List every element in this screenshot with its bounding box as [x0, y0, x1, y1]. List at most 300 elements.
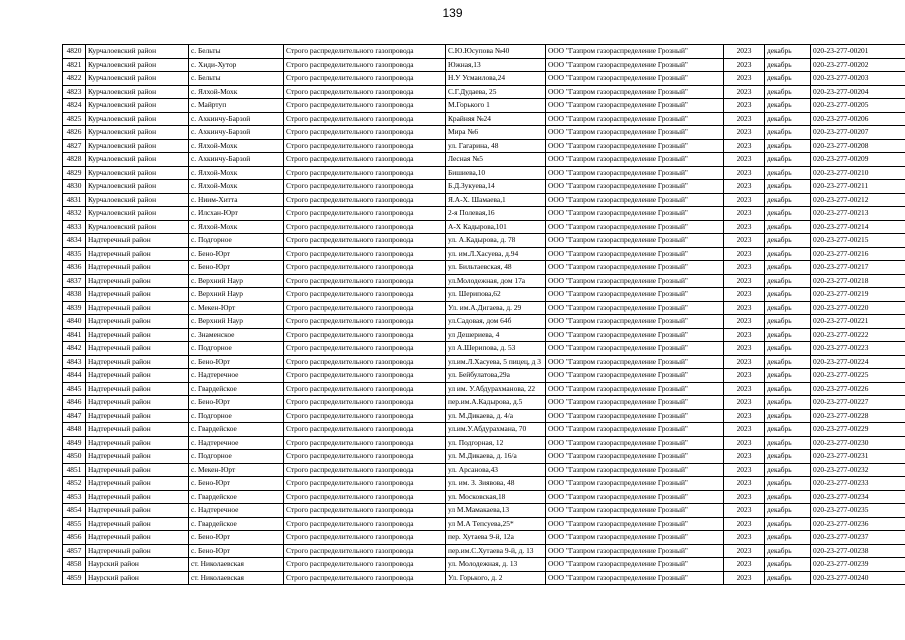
district-cell: Надтеречный район	[86, 355, 189, 369]
registry-code-cell: 020-23-277-00234	[811, 490, 905, 504]
address-cell: ул. Молодежная, д. 13	[446, 558, 546, 572]
row-number: 4830	[63, 180, 86, 194]
organization-cell: ООО "Газпром газораспределение Грозный"	[546, 342, 724, 356]
year-cell: 2023	[724, 288, 765, 302]
district-cell: Курчалоевский район	[86, 85, 189, 99]
month-cell: декабрь	[765, 301, 811, 315]
month-cell: декабрь	[765, 544, 811, 558]
row-number: 4842	[63, 342, 86, 356]
table-row	[63, 288, 905, 302]
settlement-cell: с. Верхний Наур	[189, 315, 284, 329]
settlement-cell: с. Гвардейское	[189, 382, 284, 396]
organization-cell: ООО "Газпром газораспределение Грозный"	[546, 477, 724, 491]
table-row	[63, 504, 905, 518]
work-type-cell: Строго распределительного газопровода	[284, 369, 446, 383]
address-cell: ул.им.Л.Хасуева, 5 пицец, д 3	[446, 355, 546, 369]
organization-cell: ООО "Газпром газораспределение Грозный"	[546, 315, 724, 329]
address-cell: ул.Молодежная, дом 17а	[446, 274, 546, 288]
row-number: 4823	[63, 85, 86, 99]
month-cell: декабрь	[765, 153, 811, 167]
table-row	[63, 342, 905, 356]
month-cell: декабрь	[765, 328, 811, 342]
year-cell: 2023	[724, 544, 765, 558]
month-cell: декабрь	[765, 220, 811, 234]
year-cell: 2023	[724, 220, 765, 234]
work-type-cell: Строго распределительного газопровода	[284, 274, 446, 288]
table-row	[63, 531, 905, 545]
year-cell: 2023	[724, 112, 765, 126]
address-cell: ул. им.Л.Хасуева, д.94	[446, 247, 546, 261]
work-type-cell: Строго распределительного газопровода	[284, 45, 446, 59]
address-cell: Лесная №5	[446, 153, 546, 167]
registry-code-cell: 020-23-277-00205	[811, 99, 905, 113]
row-number: 4831	[63, 193, 86, 207]
work-type-cell: Строго распределительного газопровода	[284, 504, 446, 518]
organization-cell: ООО "Газпром газораспределение Грозный"	[546, 288, 724, 302]
address-cell: Мира №6	[446, 126, 546, 140]
settlement-cell: с. Илсхан-Юрт	[189, 207, 284, 221]
table-row	[63, 355, 905, 369]
year-cell: 2023	[724, 355, 765, 369]
registry-code-cell: 020-23-277-00216	[811, 247, 905, 261]
address-cell: ул. им. З. Зиявова, 48	[446, 477, 546, 491]
organization-cell: ООО "Газпром газораспределение Грозный"	[546, 166, 724, 180]
settlement-cell: с. Знаменское	[189, 328, 284, 342]
address-cell: ул. Бейбулатова,29а	[446, 369, 546, 383]
row-number: 4840	[63, 315, 86, 329]
year-cell: 2023	[724, 58, 765, 72]
work-type-cell: Строго распределительного газопровода	[284, 112, 446, 126]
work-type-cell: Строго распределительного газопровода	[284, 436, 446, 450]
year-cell: 2023	[724, 301, 765, 315]
table-row	[63, 423, 905, 437]
district-cell: Надтеречный район	[86, 301, 189, 315]
work-type-cell: Строго распределительного газопровода	[284, 85, 446, 99]
address-cell: ул. Подгорная, 12	[446, 436, 546, 450]
row-number: 4833	[63, 220, 86, 234]
table-row	[63, 571, 905, 585]
organization-cell: ООО "Газпром газораспределение Грозный"	[546, 531, 724, 545]
work-type-cell: Строго распределительного газопровода	[284, 463, 446, 477]
address-cell: А-Х Кадырова,101	[446, 220, 546, 234]
registry-code-cell: 020-23-277-00206	[811, 112, 905, 126]
work-type-cell: Строго распределительного газопровода	[284, 342, 446, 356]
month-cell: декабрь	[765, 99, 811, 113]
registry-code-cell: 020-23-277-00204	[811, 85, 905, 99]
district-cell: Курчалоевский район	[86, 220, 189, 234]
row-number: 4848	[63, 423, 86, 437]
settlement-cell: с. Ялхой-Мохк	[189, 166, 284, 180]
work-type-cell: Строго распределительного газопровода	[284, 301, 446, 315]
registry-code-cell: 020-23-277-00227	[811, 396, 905, 410]
district-cell: Надтеречный район	[86, 382, 189, 396]
registry-code-cell: 020-23-277-00210	[811, 166, 905, 180]
year-cell: 2023	[724, 328, 765, 342]
district-cell: Надтеречный район	[86, 342, 189, 356]
registry-code-cell: 020-23-277-00226	[811, 382, 905, 396]
registry-code-cell: 020-23-277-00232	[811, 463, 905, 477]
row-number: 4825	[63, 112, 86, 126]
row-number: 4844	[63, 369, 86, 383]
settlement-cell: с. Ялхой-Мохк	[189, 139, 284, 153]
registry-code-cell: 020-23-277-00233	[811, 477, 905, 491]
row-number: 4846	[63, 396, 86, 410]
year-cell: 2023	[724, 166, 765, 180]
table-row	[63, 166, 905, 180]
settlement-cell: с. Бено-Юрт	[189, 531, 284, 545]
district-cell: Курчалоевский район	[86, 45, 189, 59]
address-cell: ул.Садовая, дом 64б	[446, 315, 546, 329]
organization-cell: ООО "Газпром газораспределение Грозный"	[546, 369, 724, 383]
work-type-cell: Строго распределительного газопровода	[284, 193, 446, 207]
month-cell: декабрь	[765, 382, 811, 396]
table-row	[63, 450, 905, 464]
year-cell: 2023	[724, 72, 765, 86]
table-row	[63, 153, 905, 167]
row-number: 4822	[63, 72, 86, 86]
table-row	[63, 247, 905, 261]
row-number: 4845	[63, 382, 86, 396]
settlement-cell: с. Подгорное	[189, 234, 284, 248]
row-number: 4835	[63, 247, 86, 261]
row-number: 4841	[63, 328, 86, 342]
organization-cell: ООО "Газпром газораспределение Грозный"	[546, 382, 724, 396]
month-cell: декабрь	[765, 490, 811, 504]
district-cell: Курчалоевский район	[86, 180, 189, 194]
work-type-cell: Строго распределительного газопровода	[284, 477, 446, 491]
work-type-cell: Строго распределительного газопровода	[284, 517, 446, 531]
work-type-cell: Строго распределительного газопровода	[284, 288, 446, 302]
address-cell: М.Горького 1	[446, 99, 546, 113]
month-cell: декабрь	[765, 571, 811, 585]
table-row	[63, 99, 905, 113]
table-row	[63, 301, 905, 315]
district-cell: Наурский район	[86, 571, 189, 585]
organization-cell: ООО "Газпром газораспределение Грозный"	[546, 220, 724, 234]
registry-code-cell: 020-23-277-00219	[811, 288, 905, 302]
settlement-cell: с. Бено-Юрт	[189, 396, 284, 410]
row-number: 4849	[63, 436, 86, 450]
month-cell: декабрь	[765, 504, 811, 518]
settlement-cell: с. Бено-Юрт	[189, 261, 284, 275]
organization-cell: ООО "Газпром газораспределение Грозный"	[546, 193, 724, 207]
address-cell: ул. А.Кадырова, д. 78	[446, 234, 546, 248]
year-cell: 2023	[724, 153, 765, 167]
year-cell: 2023	[724, 450, 765, 464]
row-number: 4821	[63, 58, 86, 72]
organization-cell: ООО "Газпром газораспределение Грозный"	[546, 126, 724, 140]
registry-code-cell: 020-23-277-00209	[811, 153, 905, 167]
settlement-cell: с. Ахкинчу-Барзой	[189, 126, 284, 140]
district-cell: Курчалоевский район	[86, 126, 189, 140]
settlement-cell: с. Майртуп	[189, 99, 284, 113]
table-row	[63, 234, 905, 248]
row-number: 4857	[63, 544, 86, 558]
registry-code-cell: 020-23-277-00217	[811, 261, 905, 275]
registry-code-cell: 020-23-277-00212	[811, 193, 905, 207]
month-cell: декабрь	[765, 477, 811, 491]
month-cell: декабрь	[765, 423, 811, 437]
organization-cell: ООО "Газпром газораспределение Грозный"	[546, 396, 724, 410]
district-cell: Надтеречный район	[86, 544, 189, 558]
work-type-cell: Строго распределительного газопровода	[284, 207, 446, 221]
work-type-cell: Строго распределительного газопровода	[284, 99, 446, 113]
table-row	[63, 112, 905, 126]
district-cell: Надтеречный район	[86, 423, 189, 437]
table-row	[63, 328, 905, 342]
table-row	[63, 477, 905, 491]
row-number: 4836	[63, 261, 86, 275]
table-row	[63, 139, 905, 153]
district-cell: Надтеречный район	[86, 234, 189, 248]
table-row	[63, 261, 905, 275]
address-cell: Б.Д.Зукуева,14	[446, 180, 546, 194]
registry-code-cell: 020-23-277-00215	[811, 234, 905, 248]
year-cell: 2023	[724, 558, 765, 572]
month-cell: декабрь	[765, 139, 811, 153]
district-cell: Курчалоевский район	[86, 72, 189, 86]
district-cell: Надтеречный район	[86, 463, 189, 477]
address-cell: ул А.Шерипова, д. 53	[446, 342, 546, 356]
district-cell: Надтеречный район	[86, 531, 189, 545]
registry-code-cell: 020-23-277-00235	[811, 504, 905, 518]
work-type-cell: Строго распределительного газопровода	[284, 544, 446, 558]
year-cell: 2023	[724, 261, 765, 275]
district-cell: Надтеречный район	[86, 436, 189, 450]
year-cell: 2023	[724, 247, 765, 261]
month-cell: декабрь	[765, 112, 811, 126]
settlement-cell: с. Надтеречное	[189, 369, 284, 383]
settlement-cell: с. Бено-Юрт	[189, 544, 284, 558]
organization-cell: ООО "Газпром газораспределение Грозный"	[546, 207, 724, 221]
address-cell: ул Дешериева, 4	[446, 328, 546, 342]
year-cell: 2023	[724, 193, 765, 207]
address-cell: ул. М.Дикаева, д. 4/а	[446, 409, 546, 423]
month-cell: декабрь	[765, 58, 811, 72]
year-cell: 2023	[724, 315, 765, 329]
table-row	[63, 315, 905, 329]
district-cell: Надтеречный район	[86, 315, 189, 329]
row-number: 4856	[63, 531, 86, 545]
table-row	[63, 396, 905, 410]
year-cell: 2023	[724, 99, 765, 113]
organization-cell: ООО "Газпром газораспределение Грозный"	[546, 463, 724, 477]
year-cell: 2023	[724, 463, 765, 477]
registry-code-cell: 020-23-277-00229	[811, 423, 905, 437]
settlement-cell: с. Ялхой-Мохк	[189, 85, 284, 99]
district-cell: Курчалоевский район	[86, 193, 189, 207]
organization-cell: ООО "Газпром газораспределение Грозный"	[546, 72, 724, 86]
year-cell: 2023	[724, 342, 765, 356]
row-number: 4852	[63, 477, 86, 491]
work-type-cell: Строго распределительного газопровода	[284, 423, 446, 437]
year-cell: 2023	[724, 436, 765, 450]
month-cell: декабрь	[765, 180, 811, 194]
district-cell: Надтеречный район	[86, 396, 189, 410]
settlement-cell: с. Бельты	[189, 72, 284, 86]
gas-works-table	[62, 44, 905, 585]
address-cell: ул. Московская,18	[446, 490, 546, 504]
registry-code-cell: 020-23-277-00224	[811, 355, 905, 369]
row-number: 4838	[63, 288, 86, 302]
settlement-cell: с. Мекен-Юрт	[189, 463, 284, 477]
organization-cell: ООО "Газпром газораспределение Грозный"	[546, 99, 724, 113]
table-row	[63, 180, 905, 194]
address-cell: пер.им.А.Кадырова, д.5	[446, 396, 546, 410]
work-type-cell: Строго распределительного газопровода	[284, 409, 446, 423]
organization-cell: ООО "Газпром газораспределение Грозный"	[546, 450, 724, 464]
organization-cell: ООО "Газпром газораспределение Грозный"	[546, 436, 724, 450]
year-cell: 2023	[724, 423, 765, 437]
settlement-cell: с. Подгорное	[189, 450, 284, 464]
work-type-cell: Строго распределительного газопровода	[284, 234, 446, 248]
row-number: 4820	[63, 45, 86, 59]
settlement-cell: с. Верхний Наур	[189, 274, 284, 288]
row-number: 4839	[63, 301, 86, 315]
settlement-cell: с. Ниим-Хитта	[189, 193, 284, 207]
table-row	[63, 207, 905, 221]
table-row	[63, 369, 905, 383]
organization-cell: ООО "Газпром газораспределение Грозный"	[546, 234, 724, 248]
work-type-cell: Строго распределительного газопровода	[284, 328, 446, 342]
row-number: 4853	[63, 490, 86, 504]
month-cell: декабрь	[765, 274, 811, 288]
work-type-cell: Строго распределительного газопровода	[284, 450, 446, 464]
district-cell: Курчалоевский район	[86, 58, 189, 72]
organization-cell: ООО "Газпром газораспределение Грозный"	[546, 504, 724, 518]
year-cell: 2023	[724, 207, 765, 221]
table-row	[63, 517, 905, 531]
row-number: 4824	[63, 99, 86, 113]
district-cell: Курчалоевский район	[86, 207, 189, 221]
organization-cell: ООО "Газпром газораспределение Грозный"	[546, 112, 724, 126]
table-row	[63, 193, 905, 207]
table-row	[63, 274, 905, 288]
table-row	[63, 544, 905, 558]
registry-code-cell: 020-23-277-00207	[811, 126, 905, 140]
row-number: 4850	[63, 450, 86, 464]
month-cell: декабрь	[765, 126, 811, 140]
settlement-cell: с. Бельты	[189, 45, 284, 59]
month-cell: декабрь	[765, 409, 811, 423]
year-cell: 2023	[724, 234, 765, 248]
settlement-cell: с. Ялхой-Мохк	[189, 220, 284, 234]
row-number: 4847	[63, 409, 86, 423]
table-row	[63, 58, 905, 72]
address-cell: ул им. У.Абдурахманова, 22	[446, 382, 546, 396]
work-type-cell: Строго распределительного газопровода	[284, 490, 446, 504]
table-row	[63, 72, 905, 86]
organization-cell: ООО "Газпром газораспределение Грозный"	[546, 153, 724, 167]
settlement-cell: ст. Николаевская	[189, 558, 284, 572]
month-cell: декабрь	[765, 288, 811, 302]
month-cell: декабрь	[765, 261, 811, 275]
work-type-cell: Строго распределительного газопровода	[284, 396, 446, 410]
month-cell: декабрь	[765, 315, 811, 329]
organization-cell: ООО "Газпром газораспределение Грозный"	[546, 423, 724, 437]
year-cell: 2023	[724, 477, 765, 491]
settlement-cell: с. Ахкинчу-Барзой	[189, 153, 284, 167]
district-cell: Надтеречный район	[86, 274, 189, 288]
registry-code-cell: 020-23-277-00218	[811, 274, 905, 288]
registry-code-cell: 020-23-277-00202	[811, 58, 905, 72]
organization-cell: ООО "Газпром газораспределение Грозный"	[546, 558, 724, 572]
year-cell: 2023	[724, 531, 765, 545]
organization-cell: ООО "Газпром газораспределение Грозный"	[546, 544, 724, 558]
registry-code-cell: 020-23-277-00225	[811, 369, 905, 383]
settlement-cell: с. Надтеречное	[189, 436, 284, 450]
year-cell: 2023	[724, 180, 765, 194]
address-cell: Я.А-Х. Шамаева,1	[446, 193, 546, 207]
row-number: 4855	[63, 517, 86, 531]
registry-code-cell: 020-23-277-00201	[811, 45, 905, 59]
row-number: 4828	[63, 153, 86, 167]
registry-code-cell: 020-23-277-00222	[811, 328, 905, 342]
registry-code-cell: 020-23-277-00239	[811, 558, 905, 572]
organization-cell: ООО "Газпром газораспределение Грозный"	[546, 139, 724, 153]
row-number: 4827	[63, 139, 86, 153]
settlement-cell: с. Хиди-Хутор	[189, 58, 284, 72]
settlement-cell: с. Бено-Юрт	[189, 355, 284, 369]
year-cell: 2023	[724, 490, 765, 504]
settlement-cell: с. Мекен-Юрт	[189, 301, 284, 315]
year-cell: 2023	[724, 369, 765, 383]
address-cell: пер.им.С.Хутаева 9-й, д. 13	[446, 544, 546, 558]
organization-cell: ООО "Газпром газораспределение Грозный"	[546, 180, 724, 194]
row-number: 4859	[63, 571, 86, 585]
month-cell: декабрь	[765, 207, 811, 221]
district-cell: Надтеречный район	[86, 504, 189, 518]
address-cell: Ул. им.А.Дигаева, д. 29	[446, 301, 546, 315]
month-cell: декабрь	[765, 234, 811, 248]
settlement-cell: с. Верхний Наур	[189, 288, 284, 302]
settlement-cell: с. Гвардейское	[189, 423, 284, 437]
table-row	[63, 409, 905, 423]
settlement-cell: с. Гвардейское	[189, 490, 284, 504]
settlement-cell: с. Ялхой-Мохк	[189, 180, 284, 194]
month-cell: декабрь	[765, 463, 811, 477]
year-cell: 2023	[724, 45, 765, 59]
registry-code-cell: 020-23-277-00213	[811, 207, 905, 221]
month-cell: декабрь	[765, 355, 811, 369]
work-type-cell: Строго распределительного газопровода	[284, 220, 446, 234]
work-type-cell: Строго распределительного газопровода	[284, 355, 446, 369]
registry-code-cell: 020-23-277-00214	[811, 220, 905, 234]
district-cell: Надтеречный район	[86, 490, 189, 504]
work-type-cell: Строго распределительного газопровода	[284, 58, 446, 72]
address-cell: ул М.А Тепсуева,25*	[446, 517, 546, 531]
table-row	[63, 126, 905, 140]
month-cell: декабрь	[765, 450, 811, 464]
table-row	[63, 382, 905, 396]
row-number: 4858	[63, 558, 86, 572]
district-cell: Курчалоевский район	[86, 153, 189, 167]
registry-code-cell: 020-23-277-00231	[811, 450, 905, 464]
district-cell: Наурский район	[86, 558, 189, 572]
row-number: 4837	[63, 274, 86, 288]
organization-cell: ООО "Газпром газораспределение Грозный"	[546, 301, 724, 315]
month-cell: декабрь	[765, 193, 811, 207]
table-row	[63, 463, 905, 477]
organization-cell: ООО "Газпром газораспределение Грозный"	[546, 274, 724, 288]
table-row	[63, 85, 905, 99]
district-cell: Курчалоевский район	[86, 112, 189, 126]
year-cell: 2023	[724, 126, 765, 140]
month-cell: декабрь	[765, 342, 811, 356]
work-type-cell: Строго распределительного газопровода	[284, 72, 446, 86]
year-cell: 2023	[724, 409, 765, 423]
table-row	[63, 45, 905, 59]
